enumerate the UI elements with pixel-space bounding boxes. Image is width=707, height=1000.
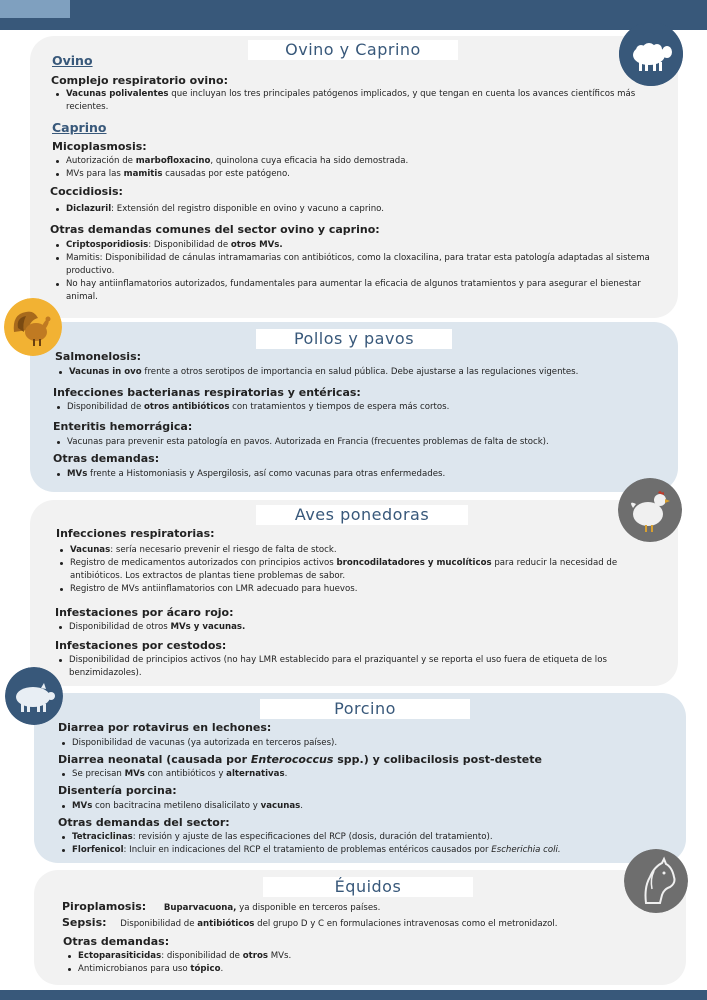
list-item: MVs frente a Histomoniasis y Aspergilosis, así como vacunas para otras enfermedades. xyxy=(53,468,666,481)
list-item: Vacunas: sería necesario prevenir el riesgo de falta de stock. xyxy=(56,544,670,557)
list-item: MVs con bacitracina metileno disalicilato y vacunas. xyxy=(58,800,672,813)
heading-otras-demandas-pollos: Otras demandas: xyxy=(53,452,160,465)
list-item: Disponibilidad de principios activos (no hay LMR establecido para el praziquantel y se reporta el uso fuera de etiqueta de los benzimidazoles). xyxy=(55,654,669,680)
list-item: Antimicrobianos para uso tópico. xyxy=(64,963,664,976)
heading-infecciones-respiratorias: Infecciones respiratorias: xyxy=(56,527,215,540)
heading-complejo-respiratorio: Complejo respiratorio ovino: xyxy=(51,74,228,87)
bottom-banner xyxy=(0,990,707,1000)
list-item: Registro de MVs antiinflamatorios con LMR adecuado para huevos. xyxy=(56,583,670,596)
list-item: Disponibilidad de otros MVs y vacunas. xyxy=(55,621,669,634)
list-coccidiosis xyxy=(52,203,668,216)
sheep-icon xyxy=(619,22,683,86)
list-item: Diclazuril: Extensión del registro disponible en ovino y vacuno a caprino. xyxy=(52,203,668,216)
hen-icon xyxy=(618,478,682,542)
heading-micoplasmosis: Micoplasmosis: xyxy=(52,140,147,153)
line-piroplamosis: Piroplamosis: Buparvacuona, ya disponible en terceros países. xyxy=(62,900,381,913)
list-acaro-rojo xyxy=(55,621,669,634)
line-sepsis: Sepsis: Disponibilidad de antibióticos del grupo D y C en formulaciones intravenosas como el metronidazol. xyxy=(62,916,558,929)
list-item: Ectoparasiticidas: disponibilidad de otros MVs. xyxy=(64,950,664,963)
heading-infecciones-bacterianas: Infecciones bacterianas respiratorias y entéricas: xyxy=(53,386,361,399)
list-enteritis xyxy=(53,436,666,449)
list-item: Disponibilidad de vacunas (ya autorizada en terceros países). xyxy=(58,737,672,750)
list-item: Autorización de marbofloxacino, quinolona cuya eficacia ha sido demostrada. xyxy=(52,155,668,168)
heading-disenteria: Disentería porcina: xyxy=(58,784,177,797)
list-ovino-respiratorio xyxy=(52,88,668,114)
list-item: Florfenicol: Incluir en indicaciones del RCP el tratamiento de problemas entéricos causados por Escherichia coli. xyxy=(58,844,672,857)
horse-icon xyxy=(624,849,688,913)
heading-otras-demandas-comunes: Otras demandas comunes del sector ovino y caprino: xyxy=(50,223,380,236)
list-otras-demandas-equidos xyxy=(64,950,664,976)
list-item: MVs para las mamitis causadas por este patógeno. xyxy=(52,168,668,181)
heading-otras-demandas-equidos: Otras demandas: xyxy=(63,935,170,948)
list-cestodos xyxy=(55,654,669,680)
list-disenteria xyxy=(58,800,672,813)
heading-cestodos: Infestaciones por cestodos: xyxy=(55,639,227,652)
label-ovino: Ovino xyxy=(52,53,93,68)
list-item: Mamitis: Disponibilidad de cánulas intramamarias con antibióticos, como la cloxacilina, para tratar esta patología adaptadas al sistema productivo. xyxy=(52,252,668,278)
list-diarrea-neonatal xyxy=(58,768,672,781)
heading-diarrea-neonatal: Diarrea neonatal (causada por Enterococcus spp.) y colibacilosis post-destete xyxy=(58,753,542,766)
list-salmonelosis xyxy=(55,366,668,379)
list-otras-demandas-pollos xyxy=(53,468,666,481)
label-caprino: Caprino xyxy=(52,120,107,135)
pig-icon xyxy=(5,667,63,725)
title-porcino: Porcino xyxy=(260,699,470,719)
heading-otras-demandas-sector: Otras demandas del sector: xyxy=(58,816,230,829)
list-item: No hay antiinflamatorios autorizados, fundamentales para aumentar la eficacia de algunos tratamientos y para asegurar el bienestar animal. xyxy=(52,278,668,304)
title-equidos: Équidos xyxy=(263,877,473,897)
turkey-icon xyxy=(4,298,62,356)
list-item: Vacunas in ovo frente a otros serotipos de importancia en salud pública. Debe ajustarse a las regulaciones vigentes. xyxy=(55,366,668,379)
heading-coccidiosis: Coccidiosis: xyxy=(50,185,123,198)
top-banner xyxy=(0,0,707,30)
list-micoplasmosis xyxy=(52,155,668,181)
list-infecciones-respiratorias xyxy=(56,544,670,596)
title-aves-ponedoras: Aves ponedoras xyxy=(256,505,468,525)
list-otras-demandas-porcino xyxy=(58,831,672,857)
list-rotavirus xyxy=(58,737,672,750)
list-item: Vacunas para prevenir esta patología en pavos. Autorizada en Francia (frecuentes problemas de falta de stock). xyxy=(53,436,666,449)
top-banner-accent xyxy=(0,0,70,18)
list-item: Vacunas polivalentes que incluyan los tres principales patógenos implicados, y que tengan en cuenta los avances científicos más recientes. xyxy=(52,88,668,114)
title-ovino-caprino: Ovino y Caprino xyxy=(248,40,458,60)
heading-enteritis: Enteritis hemorrágica: xyxy=(53,420,193,433)
list-otras-demandas-comunes xyxy=(52,239,668,304)
title-pollos-pavos: Pollos y pavos xyxy=(256,329,452,349)
list-item: Disponibilidad de otros antibióticos con tratamientos y tiempos de espera más cortos. xyxy=(53,401,666,414)
list-infecciones-bacterianas xyxy=(53,401,666,414)
list-item: Registro de medicamentos autorizados con principios activos broncodilatadores y mucolíticos para reducir la necesidad de antibióticos. Los extractos de plantas tiene problemas de sabor. xyxy=(56,557,670,583)
list-item: Tetraciclinas: revisión y ajuste de las especificaciones del RCP (dosis, duración del tratamiento). xyxy=(58,831,672,844)
heading-salmonelosis: Salmonelosis: xyxy=(55,350,142,363)
list-item: Se precisan MVs con antibióticos y alternativas. xyxy=(58,768,672,781)
list-item: Criptosporidiosis: Disponibilidad de otros MVs. xyxy=(52,239,668,252)
heading-acaro-rojo: Infestaciones por ácaro rojo: xyxy=(55,606,234,619)
heading-rotavirus: Diarrea por rotavirus en lechones: xyxy=(58,721,272,734)
